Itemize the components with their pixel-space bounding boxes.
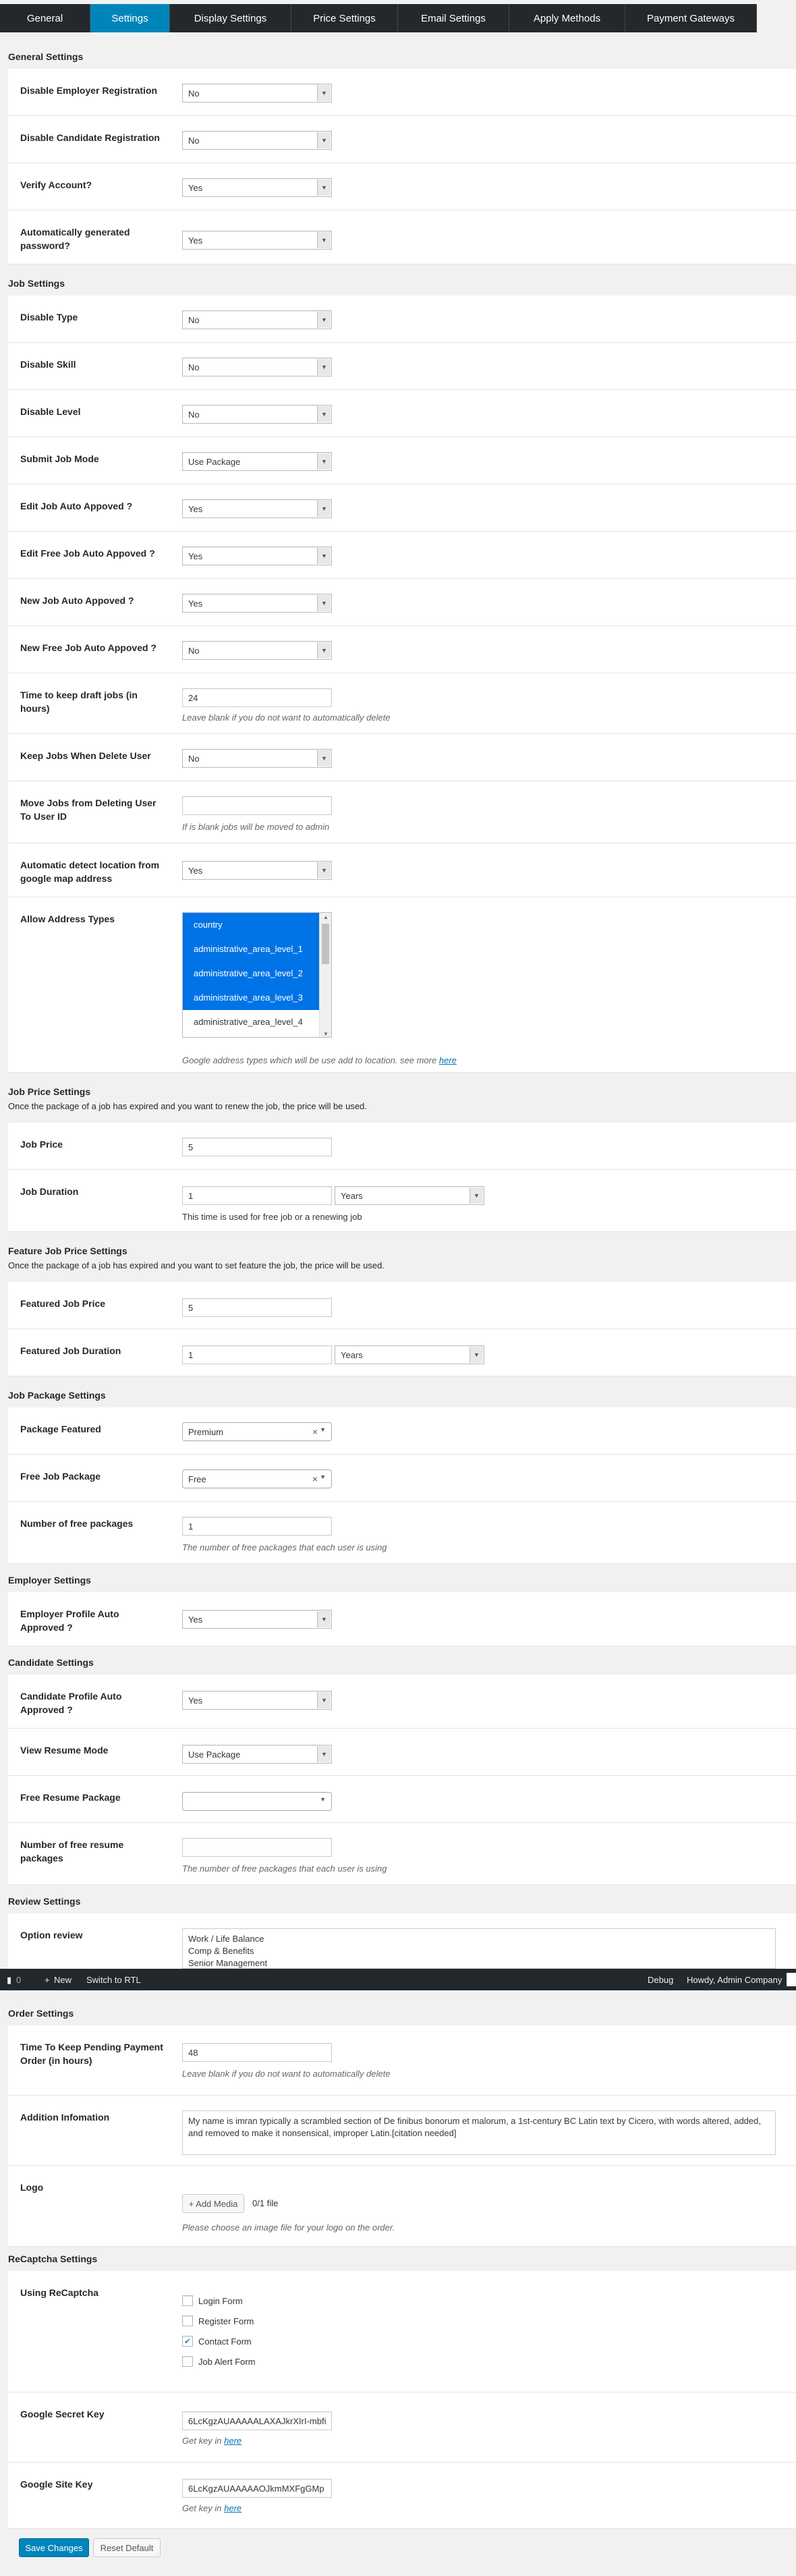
select-value: Yes (188, 504, 203, 514)
new-job-auto-select[interactable] (182, 594, 332, 613)
row-auto-password (8, 211, 796, 264)
field-label: Disable Level (20, 406, 81, 417)
section-title: Feature Job Price Settings (8, 1245, 127, 1256)
chevron-down-icon: ▼ (317, 862, 331, 878)
package-featured-select[interactable] (182, 1422, 332, 1441)
disable-level-select[interactable] (182, 405, 332, 424)
select-value: Premium (188, 1427, 224, 1437)
chevron-down-icon: ▼ (317, 453, 331, 470)
select-value: Yes (188, 183, 203, 193)
section-description: Once the package of a job has expired and you want to renew the job, the price will be used. (8, 1101, 367, 1111)
field-label: Employer Profile Auto Approved ? (20, 1608, 119, 1633)
google-site-key-input[interactable]: 6LcKgzAUAAAAAOJkmMXFgGMp (182, 2479, 332, 2498)
new-menu[interactable]: New (54, 1975, 72, 1985)
checkbox[interactable] (182, 2316, 193, 2326)
row-featured-job-duration (8, 1329, 796, 1376)
row-verify-account (8, 163, 796, 211)
chevron-down-icon: ▼ (320, 1796, 326, 1803)
checkbox-label: Job Alert Form (198, 2356, 256, 2367)
section-recaptcha-settings (8, 2253, 796, 2264)
field-label: Using ReCaptcha (20, 2287, 98, 2298)
tab-price-settings[interactable]: Price Settings (291, 4, 398, 32)
select-value: Yes (188, 1615, 203, 1625)
help-text-body: Google address types which will be use add to location. see more (182, 1055, 439, 1065)
select-value: No (188, 315, 200, 325)
section-title: ReCaptcha Settings (8, 2253, 98, 2264)
listbox-option[interactable]: country (183, 913, 331, 937)
chevron-down-icon: ▼ (320, 1474, 326, 1480)
wp-admin-bar (0, 1969, 796, 1990)
get-key-link[interactable]: here (224, 2503, 242, 2513)
field-label: Disable Employer Registration (20, 85, 158, 96)
select-value: Use Package (188, 1749, 241, 1760)
verify-account-select[interactable] (182, 178, 332, 197)
auto-detect-location-select[interactable] (182, 861, 332, 880)
chevron-down-icon: ▼ (320, 1426, 326, 1433)
chevron-down-icon: ▼ (317, 1692, 331, 1708)
help-text (182, 2503, 241, 2513)
help-text (182, 1055, 457, 1065)
section-job-settings (8, 278, 796, 289)
edit-job-auto-select[interactable] (182, 499, 332, 518)
register-form-checkbox[interactable] (182, 2316, 254, 2326)
row-featured-job-price (8, 1282, 796, 1329)
chevron-down-icon: ▼ (317, 232, 331, 248)
chevron-down-icon: ▼ (317, 595, 331, 611)
field-label: Disable Candidate Registration (20, 132, 160, 143)
tab-email-settings[interactable]: Email Settings (398, 4, 509, 32)
disable-skill-select[interactable] (182, 358, 332, 376)
row-disable-type (8, 296, 796, 343)
settings-tabs (0, 0, 796, 36)
checkbox-label: Login Form (198, 2295, 243, 2306)
section-job-package-settings (8, 1390, 796, 1401)
job-duration-input[interactable]: 1 (182, 1186, 332, 1205)
row-number-free-resume (8, 1823, 796, 1885)
chevron-down-icon: ▼ (470, 1187, 483, 1204)
checkbox-label: Contact Form (198, 2336, 252, 2347)
row-move-jobs (8, 781, 796, 843)
section-title: Job Price Settings (8, 1086, 91, 1097)
section-title: Job Settings (8, 278, 65, 289)
employer-profile-auto-select[interactable] (182, 1610, 332, 1629)
number-free-resume-input[interactable] (182, 1838, 332, 1857)
checkmark-icon[interactable]: ✔ (182, 2336, 193, 2347)
row-job-price (8, 1123, 796, 1170)
scrollbar-thumb[interactable] (322, 924, 329, 964)
select-value: No (188, 646, 200, 656)
row-keep-jobs (8, 734, 796, 781)
field-label: Job Price (20, 1139, 63, 1150)
row-package-featured (8, 1407, 796, 1455)
option-review-textarea[interactable] (182, 1928, 776, 1969)
view-resume-mode-select[interactable] (182, 1745, 332, 1764)
field-label: Submit Job Mode (20, 453, 99, 464)
row-new-job-auto (8, 579, 796, 626)
checkbox-label: Register Form (198, 2316, 254, 2326)
avatar[interactable] (787, 1973, 796, 1986)
field-label: Job Duration (20, 1186, 79, 1197)
candidate-profile-auto-select[interactable] (182, 1691, 332, 1710)
field-label: Addition Infomation (20, 2112, 110, 2123)
select-value: Years (341, 1191, 363, 1201)
row-draft-time (8, 673, 796, 734)
pending-time-input[interactable]: 48 (182, 2043, 332, 2062)
row-edit-job-auto (8, 484, 796, 532)
field-label: Edit Free Job Auto Appoved ? (20, 548, 155, 559)
field-label: Logo (20, 2182, 44, 2193)
field-label: Number of free resume packages (20, 1839, 124, 1864)
chevron-down-icon: ▼ (317, 1746, 331, 1762)
auto-password-select[interactable] (182, 231, 332, 250)
help-text: Please choose an image file for your logo on the order. (182, 2222, 395, 2233)
disable-type-select[interactable] (182, 310, 332, 329)
section-title: General Settings (8, 51, 84, 62)
featured-job-duration-unit-select[interactable] (335, 1345, 484, 1364)
keep-jobs-select[interactable] (182, 749, 332, 768)
select-value: Use Package (188, 457, 241, 467)
select-value: No (188, 410, 200, 420)
submit-job-mode-select[interactable] (182, 452, 332, 471)
field-label: Allow Address Types (20, 914, 115, 924)
field-label: View Resume Mode (20, 1745, 109, 1756)
select-value: Free (188, 1474, 206, 1484)
row-edit-free-job-auto (8, 532, 796, 579)
tab-payment-gateways[interactable]: Payment Gateways (625, 4, 757, 32)
section-title: Candidate Settings (8, 1657, 94, 1668)
section-title: Review Settings (8, 1896, 81, 1907)
select-value: Yes (188, 235, 203, 246)
featured-job-price-input[interactable]: 5 (182, 1298, 332, 1317)
checkbox[interactable] (182, 2295, 193, 2306)
listbox-option[interactable]: administrative_area_level_3 (183, 986, 331, 1010)
row-number-free-packages (8, 1502, 796, 1564)
select-value: Yes (188, 551, 203, 561)
chevron-down-icon: ▼ (317, 548, 331, 564)
free-job-package-select[interactable] (182, 1469, 332, 1488)
section-feature-job-price-settings (8, 1245, 796, 1270)
listbox-option[interactable]: administrative_area_level_2 (183, 961, 331, 986)
field-label: Candidate Profile Auto Approved ? (20, 1691, 122, 1715)
field-label: Free Resume Package (20, 1792, 121, 1803)
listbox-option[interactable]: administrative_area_level_1 (183, 937, 331, 961)
google-secret-key-input[interactable]: 6LcKgzAUAAAAALAXAJkrXIrI-mbfi (182, 2411, 332, 2430)
clear-icon[interactable]: × (312, 1426, 318, 1437)
field-label: Option review (20, 1930, 83, 1940)
disable-candidate-select[interactable] (182, 131, 332, 150)
field-label: Keep Jobs When Delete User (20, 750, 151, 761)
chevron-down-icon: ▼ (317, 406, 331, 422)
select-value: No (188, 136, 200, 146)
reset-default-button[interactable]: Reset Default (93, 2538, 161, 2557)
row-auto-detect-location (8, 843, 796, 897)
scroll-down-icon[interactable]: ▼ (323, 1031, 329, 1037)
chevron-down-icon: ▼ (317, 642, 331, 659)
row-disable-level (8, 390, 796, 437)
disable-employer-select[interactable] (182, 84, 332, 103)
row-google-site-key (8, 2463, 796, 2529)
row-option-review (8, 1913, 796, 1969)
select-value: No (188, 754, 200, 764)
section-description: Once the package of a job has expired and you want to set feature the job, the price will be used. (8, 1260, 385, 1270)
field-label: New Job Auto Appoved ? (20, 595, 134, 606)
select-value: No (188, 362, 200, 372)
help-text: Leave blank if you do not want to automatically delete (182, 2069, 391, 2079)
field-label: Move Jobs from Deleting User To User ID (20, 797, 157, 822)
listbox-option[interactable]: administrative_area_level_4 (194, 1017, 303, 1027)
field-label: Automatically generated password? (20, 227, 130, 251)
select-value: Yes (188, 1696, 203, 1706)
row-google-secret-key (8, 2392, 796, 2463)
field-label: Package Featured (20, 1424, 101, 1434)
row-free-resume-package (8, 1776, 796, 1823)
field-label: Free Job Package (20, 1471, 101, 1482)
field-label: Featured Job Duration (20, 1345, 121, 1356)
help-text: This time is used for free job or a renewing job (182, 1212, 362, 1222)
chevron-down-icon: ▼ (317, 1611, 331, 1627)
edit-free-job-auto-select[interactable] (182, 547, 332, 565)
row-address-types (8, 897, 796, 1073)
scrollbar[interactable] (319, 913, 331, 1038)
free-resume-package-select[interactable] (182, 1792, 332, 1811)
select-value: No (188, 88, 200, 99)
row-addition-information (8, 2096, 796, 2166)
featured-job-duration-input[interactable]: 1 (182, 1345, 332, 1364)
tab-apply-methods[interactable]: Apply Methods (509, 4, 625, 32)
help-text-body: Get key in (182, 2436, 225, 2446)
contact-form-checkbox[interactable] (182, 2336, 252, 2347)
comments-icon[interactable]: ▮ (7, 1975, 12, 1985)
clear-icon[interactable]: × (312, 1474, 318, 1484)
row-view-resume-mode (8, 1729, 796, 1776)
section-review-settings (8, 1896, 796, 1907)
row-pending-time (8, 2025, 796, 2096)
row-disable-skill (8, 343, 796, 390)
field-label: Disable Type (20, 312, 78, 323)
debug-menu[interactable]: Debug (648, 1975, 674, 1985)
help-text: Leave blank if you do not want to automatically delete (182, 712, 391, 723)
section-title: Employer Settings (8, 1575, 91, 1586)
chevron-down-icon: ▼ (317, 179, 331, 196)
job-price-input[interactable]: 5 (182, 1138, 332, 1156)
select-value: Years (341, 1350, 363, 1360)
section-candidate-settings (8, 1657, 796, 1668)
get-key-link[interactable]: here (224, 2436, 242, 2446)
save-changes-button[interactable]: Save Changes (19, 2538, 89, 2557)
tab-display-settings[interactable]: Display Settings (170, 4, 291, 32)
chevron-down-icon: ▼ (317, 85, 331, 101)
switch-rtl-link[interactable]: Switch to RTL (86, 1975, 141, 1985)
section-employer-settings (8, 1575, 796, 1586)
file-count: 0/1 file (252, 2198, 279, 2208)
select-value: Yes (188, 598, 203, 609)
row-disable-employer (8, 69, 796, 116)
chevron-down-icon: ▼ (317, 312, 331, 328)
checkbox[interactable] (182, 2356, 193, 2367)
new-free-job-auto-select[interactable] (182, 641, 332, 660)
add-media-button[interactable]: + Add Media (182, 2194, 244, 2213)
help-text: If is blank jobs will be moved to admin (182, 822, 330, 832)
move-jobs-input[interactable] (182, 796, 332, 815)
howdy-account-menu[interactable]: Howdy, Admin Company (687, 1975, 783, 1985)
job-alert-form-checkbox[interactable] (182, 2356, 256, 2367)
number-free-packages-input[interactable]: 1 (182, 1517, 332, 1536)
row-logo (8, 2166, 796, 2247)
review-option: Senior Management (188, 1958, 268, 1968)
tab-general[interactable]: General (0, 4, 90, 32)
section-title: Job Package Settings (8, 1390, 106, 1401)
tab-settings[interactable]: Settings (90, 4, 170, 32)
field-label: Automatic detect location from google map address (20, 860, 160, 884)
row-disable-candidate (8, 116, 796, 163)
field-label: Number of free packages (20, 1518, 134, 1529)
section-job-price-settings (8, 1086, 796, 1111)
addition-information-textarea[interactable]: My name is imran typically a scrambled section of De finibus bonorum et malorum, a 1st-century BC Latin text by Cicero, with words altered, added, and removed to make it nonsensical, improper Latin.[citation needed] (182, 2110, 776, 2155)
login-form-checkbox[interactable] (182, 2295, 243, 2306)
field-label: Disable Skill (20, 359, 76, 370)
field-label: Verify Account? (20, 179, 92, 190)
select-value: Yes (188, 866, 203, 876)
draft-time-input[interactable]: 24 (182, 688, 332, 707)
review-option: Comp & Benefits (188, 1946, 254, 1956)
field-label: Time to keep draft jobs (in hours) (20, 690, 138, 714)
plus-icon[interactable]: + (45, 1975, 50, 1985)
scroll-up-icon[interactable]: ▲ (323, 914, 329, 920)
field-label: New Free Job Auto Appoved ? (20, 642, 157, 653)
help-text: The number of free packages that each user is using (182, 1864, 387, 1874)
chevron-down-icon: ▼ (470, 1347, 483, 1363)
row-candidate-profile-auto (8, 1675, 796, 1729)
chevron-down-icon: ▼ (317, 132, 331, 148)
address-types-multiselect[interactable] (182, 912, 332, 1038)
row-free-job-package (8, 1455, 796, 1502)
row-new-free-job-auto (8, 626, 796, 673)
chevron-down-icon: ▼ (317, 359, 331, 375)
see-more-link[interactable]: here (438, 1055, 457, 1065)
field-label: Google Secret Key (20, 2409, 105, 2419)
help-text (182, 2436, 241, 2446)
field-label: Time To Keep Pending Payment Order (in hours) (20, 2042, 163, 2066)
row-employer-profile-auto (8, 1592, 796, 1646)
chevron-down-icon: ▼ (317, 750, 331, 766)
section-order-settings (8, 2008, 796, 2019)
review-option: Work / Life Balance (188, 1934, 264, 1944)
section-general-settings (8, 51, 796, 62)
job-duration-unit-select[interactable] (335, 1186, 484, 1205)
section-title: Order Settings (8, 2008, 74, 2019)
field-label: Edit Job Auto Appoved ? (20, 501, 133, 511)
chevron-down-icon: ▼ (317, 501, 331, 517)
field-label: Featured Job Price (20, 1298, 106, 1309)
comments-count[interactable]: 0 (16, 1975, 22, 1985)
help-text-body: Get key in (182, 2503, 225, 2513)
row-submit-job-mode (8, 437, 796, 484)
row-job-duration (8, 1170, 796, 1232)
help-text: The number of free packages that each user is using (182, 1542, 387, 1552)
row-using-recaptcha (8, 2271, 796, 2392)
field-label: Google Site Key (20, 2479, 93, 2490)
